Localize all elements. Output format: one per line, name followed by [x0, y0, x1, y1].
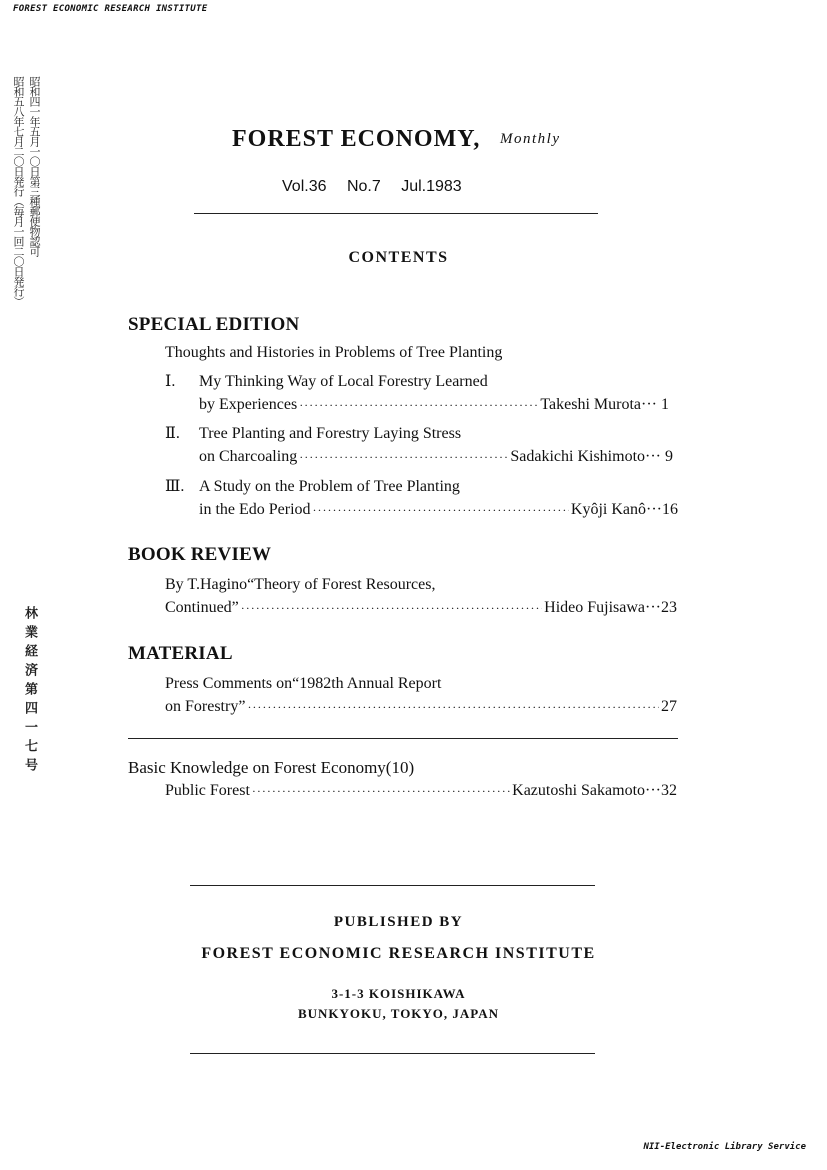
article-title-line2: in the Edo Period — [199, 501, 311, 518]
leader-dots — [299, 447, 508, 467]
article-numeral: Ⅲ. — [165, 478, 185, 495]
journal-title: FOREST ECONOMY, — [232, 126, 481, 152]
article-title-line1: My Thinking Way of Local Forestry Learned — [199, 373, 488, 390]
material-heading: MATERIAL — [128, 643, 233, 664]
toc-entry[interactable] — [165, 781, 677, 801]
special-edition-heading: SPECIAL EDITION — [128, 314, 300, 335]
book-review-heading: BOOK REVIEW — [128, 544, 272, 565]
leader-dots — [247, 697, 659, 717]
basic-knowledge-subtitle: Public Forest — [165, 782, 250, 799]
page-number: ···23 — [645, 599, 677, 616]
special-edition-subtitle: Thoughts and Histories in Problems of Tree Planting — [165, 344, 503, 361]
publisher-address-line1: 3-1-3 KOISHIKAWA — [331, 986, 466, 1001]
volume: Vol.36 — [282, 178, 327, 195]
article-title — [165, 424, 461, 444]
page-number: ··· 9 — [645, 448, 673, 465]
leader-dots — [313, 500, 569, 520]
toc-entry[interactable] — [199, 395, 669, 415]
leader-dots — [252, 781, 510, 801]
number: No.7 — [346, 178, 381, 195]
article-author: Kyôji Kanô — [570, 501, 647, 518]
page-number: ···32 — [645, 782, 677, 799]
article-title-line2: on Charcoaling — [199, 448, 298, 465]
postal-permit-vertical: 昭和四一年五月一〇日第三種郵便物認可 — [28, 76, 41, 256]
book-review-author: Hideo Fujisawa — [544, 599, 646, 616]
leader-dots — [299, 395, 538, 415]
publisher-name: FOREST ECONOMIC RESEARCH INSTITUTE — [201, 945, 596, 962]
journal-frequency: Monthly — [500, 131, 561, 147]
article-numeral: Ⅰ. — [165, 373, 176, 390]
leader-dots — [241, 598, 542, 618]
article-title-line1: A Study on the Problem of Tree Planting — [199, 478, 460, 495]
toc-entry[interactable] — [165, 697, 677, 717]
article-author: Takeshi Murota — [540, 396, 642, 413]
article-title — [165, 477, 460, 497]
book-review-title-line2: Continued” — [165, 599, 239, 616]
published-by-label: PUBLISHED BY — [333, 914, 464, 930]
footer-ribbon: NII-Electronic Library Service — [643, 1142, 806, 1152]
basic-knowledge-title: Basic Knowledge on Forest Economy(10) — [128, 758, 415, 777]
issue-date: Jul.1983 — [401, 178, 462, 195]
page-number: ···16 — [646, 501, 678, 518]
article-author: Sadakichi Kishimoto — [510, 448, 646, 465]
toc-entry[interactable] — [199, 500, 678, 520]
rule-middle — [128, 738, 678, 739]
page-number: ··· 1 — [641, 396, 669, 413]
toc-entry[interactable] — [199, 447, 673, 467]
publisher-address-line2: BUNKYOKU, TOKYO, JAPAN — [297, 1006, 500, 1021]
rule-publisher-bottom — [190, 1053, 595, 1054]
article-title-line1: Tree Planting and Forestry Laying Stress — [199, 425, 462, 442]
basic-knowledge-author: Kazutoshi Sakamoto — [512, 782, 646, 799]
toc-entry[interactable] — [165, 598, 677, 618]
spine-title-vertical: 林業経済第四一七号 — [22, 606, 37, 777]
material-title-line2: on Forestry” — [165, 698, 246, 715]
page-number: 27 — [661, 698, 677, 715]
article-numeral: Ⅱ. — [165, 425, 180, 442]
header-ribbon: FOREST ECONOMIC RESEARCH INSTITUTE — [13, 4, 208, 14]
article-title — [165, 372, 488, 392]
issue-info — [282, 178, 478, 196]
rule-top — [194, 213, 598, 214]
book-review-title-line1: By T.Hagino“Theory of Forest Resources, — [165, 576, 436, 593]
article-title-line2: by Experiences — [199, 396, 298, 413]
material-title-line1: Press Comments on“1982th Annual Report — [165, 675, 442, 692]
contents-heading: CONTENTS — [348, 249, 449, 266]
issue-date-vertical: 昭和五八年七月二〇日発行（毎月一回二〇日発行） — [12, 76, 25, 306]
rule-publisher-top — [190, 885, 595, 886]
